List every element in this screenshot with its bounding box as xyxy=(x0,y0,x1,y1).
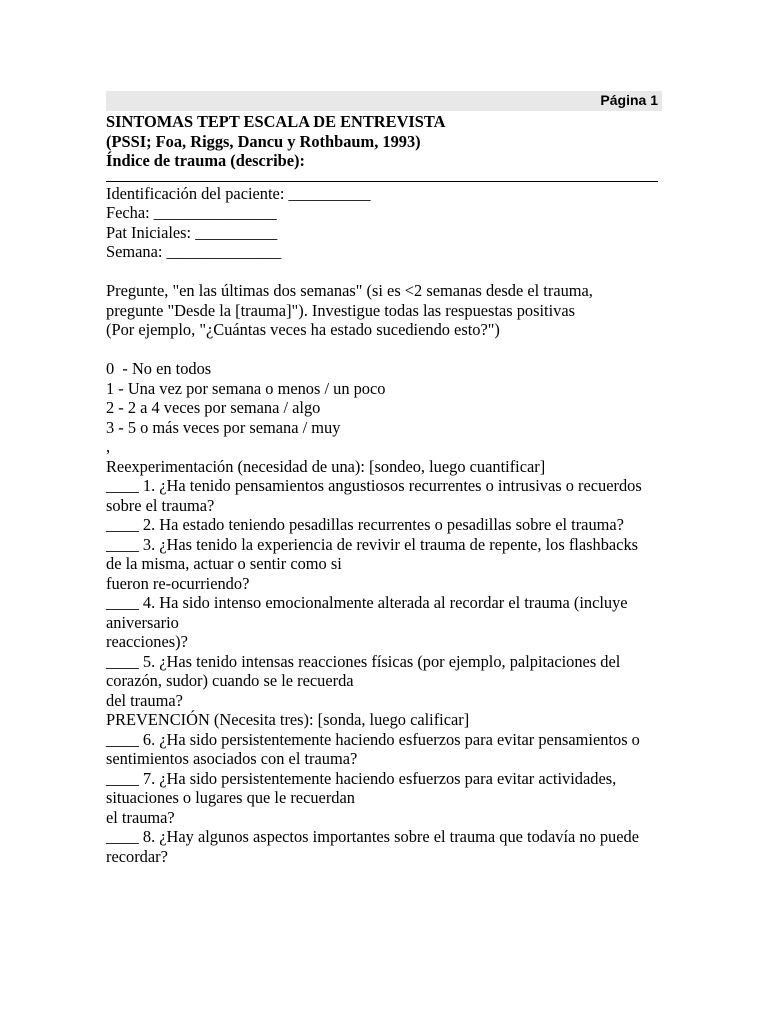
question-5-cont: del trauma? xyxy=(106,690,183,710)
question-3-cont: de la misma, actuar o sentir como si xyxy=(106,554,342,573)
question-7: ____ 7. ¿Ha sido persistentemente haciendo esfuerzos para evitar actividades, xyxy=(106,768,617,788)
question-1: ____ 1. ¿Ha tenido pensamientos angustiosos recurrentes o intrusivas o recuerdos xyxy=(106,476,642,495)
section-heading-prevention: PREVENCIÓN (Necesita tres): [sonda, luego calificar] xyxy=(106,710,470,729)
question-5-cont: corazón, sudor) cuando se le recuerda xyxy=(106,671,354,690)
document-title: SINTOMAS TEPT ESCALA DE ENTREVISTA xyxy=(106,112,446,131)
initials-field: Pat Iniciales: __________ xyxy=(106,222,278,242)
question-4-cont: reacciones)? xyxy=(106,632,188,651)
question-7-cont: el trauma? xyxy=(106,807,175,827)
question-1-cont: sobre el trauma? xyxy=(106,495,215,515)
question-4: ____ 4. Ha sido intenso emocionalmente alterada al recordar el trauma (incluye xyxy=(106,593,628,612)
instructions-line: (Por ejemplo, "¿Cuántas veces ha estado sucediendo esto?") xyxy=(106,320,500,339)
scale-item: 2 - 2 a 4 veces por semana / algo xyxy=(106,398,321,417)
question-6-cont: sentimientos asociados con el trauma? xyxy=(106,749,358,768)
trauma-index-underline xyxy=(106,171,658,182)
instructions-line: pregunte "Desde la [trauma]"). Investigue todas las respuestas positivas xyxy=(106,300,575,320)
stray-comma: , xyxy=(106,437,111,456)
page-header-bar xyxy=(106,91,662,111)
page-number: Página 1 xyxy=(600,92,658,108)
question-7-cont: situaciones o lugares que le recuerdan xyxy=(106,788,355,807)
question-3-cont: fueron re-ocurriendo? xyxy=(106,573,250,593)
question-5: ____ 5. ¿Has tenido intensas reacciones físicas (por ejemplo, palpitaciones del xyxy=(106,651,621,671)
week-field: Semana: ______________ xyxy=(106,242,282,261)
date-field: Fecha: _______________ xyxy=(106,203,277,222)
question-8: ____ 8. ¿Hay algunos aspectos importantes sobre el trauma que todavía no puede xyxy=(106,827,639,846)
scale-item: 3 - 5 o más veces por semana / muy xyxy=(106,417,341,437)
document-citation: (PSSI; Foa, Riggs, Dancu y Rothbaum, 1993) xyxy=(106,131,421,151)
trauma-index-label: Índice de trauma (describe): xyxy=(106,151,305,170)
instructions-line: Pregunte, "en las últimas dos semanas" (si es <2 semanas desde el trauma, xyxy=(106,281,593,300)
question-6: ____ 6. ¿Ha sido persistentemente haciendo esfuerzos para evitar pensamientos o xyxy=(106,729,640,749)
scale-item: 1 - Una vez por semana o menos / un poco xyxy=(106,378,386,398)
section-heading-reexperimentation: Reexperimentación (necesidad de una): [sondeo, luego cuantificar] xyxy=(106,456,546,476)
question-4-cont: aniversario xyxy=(106,612,179,632)
patient-id-field: Identificación del paciente: __________ xyxy=(106,183,371,203)
question-3: ____ 3. ¿Has tenido la experiencia de revivir el trauma de repente, los flashbacks xyxy=(106,534,639,554)
question-2: ____ 2. Ha estado teniendo pesadillas recurrentes o pesadillas sobre el trauma? xyxy=(106,515,624,534)
question-8-cont: recordar? xyxy=(106,846,168,866)
scale-item: 0 - No en todos xyxy=(106,359,212,378)
document-body xyxy=(106,112,666,866)
